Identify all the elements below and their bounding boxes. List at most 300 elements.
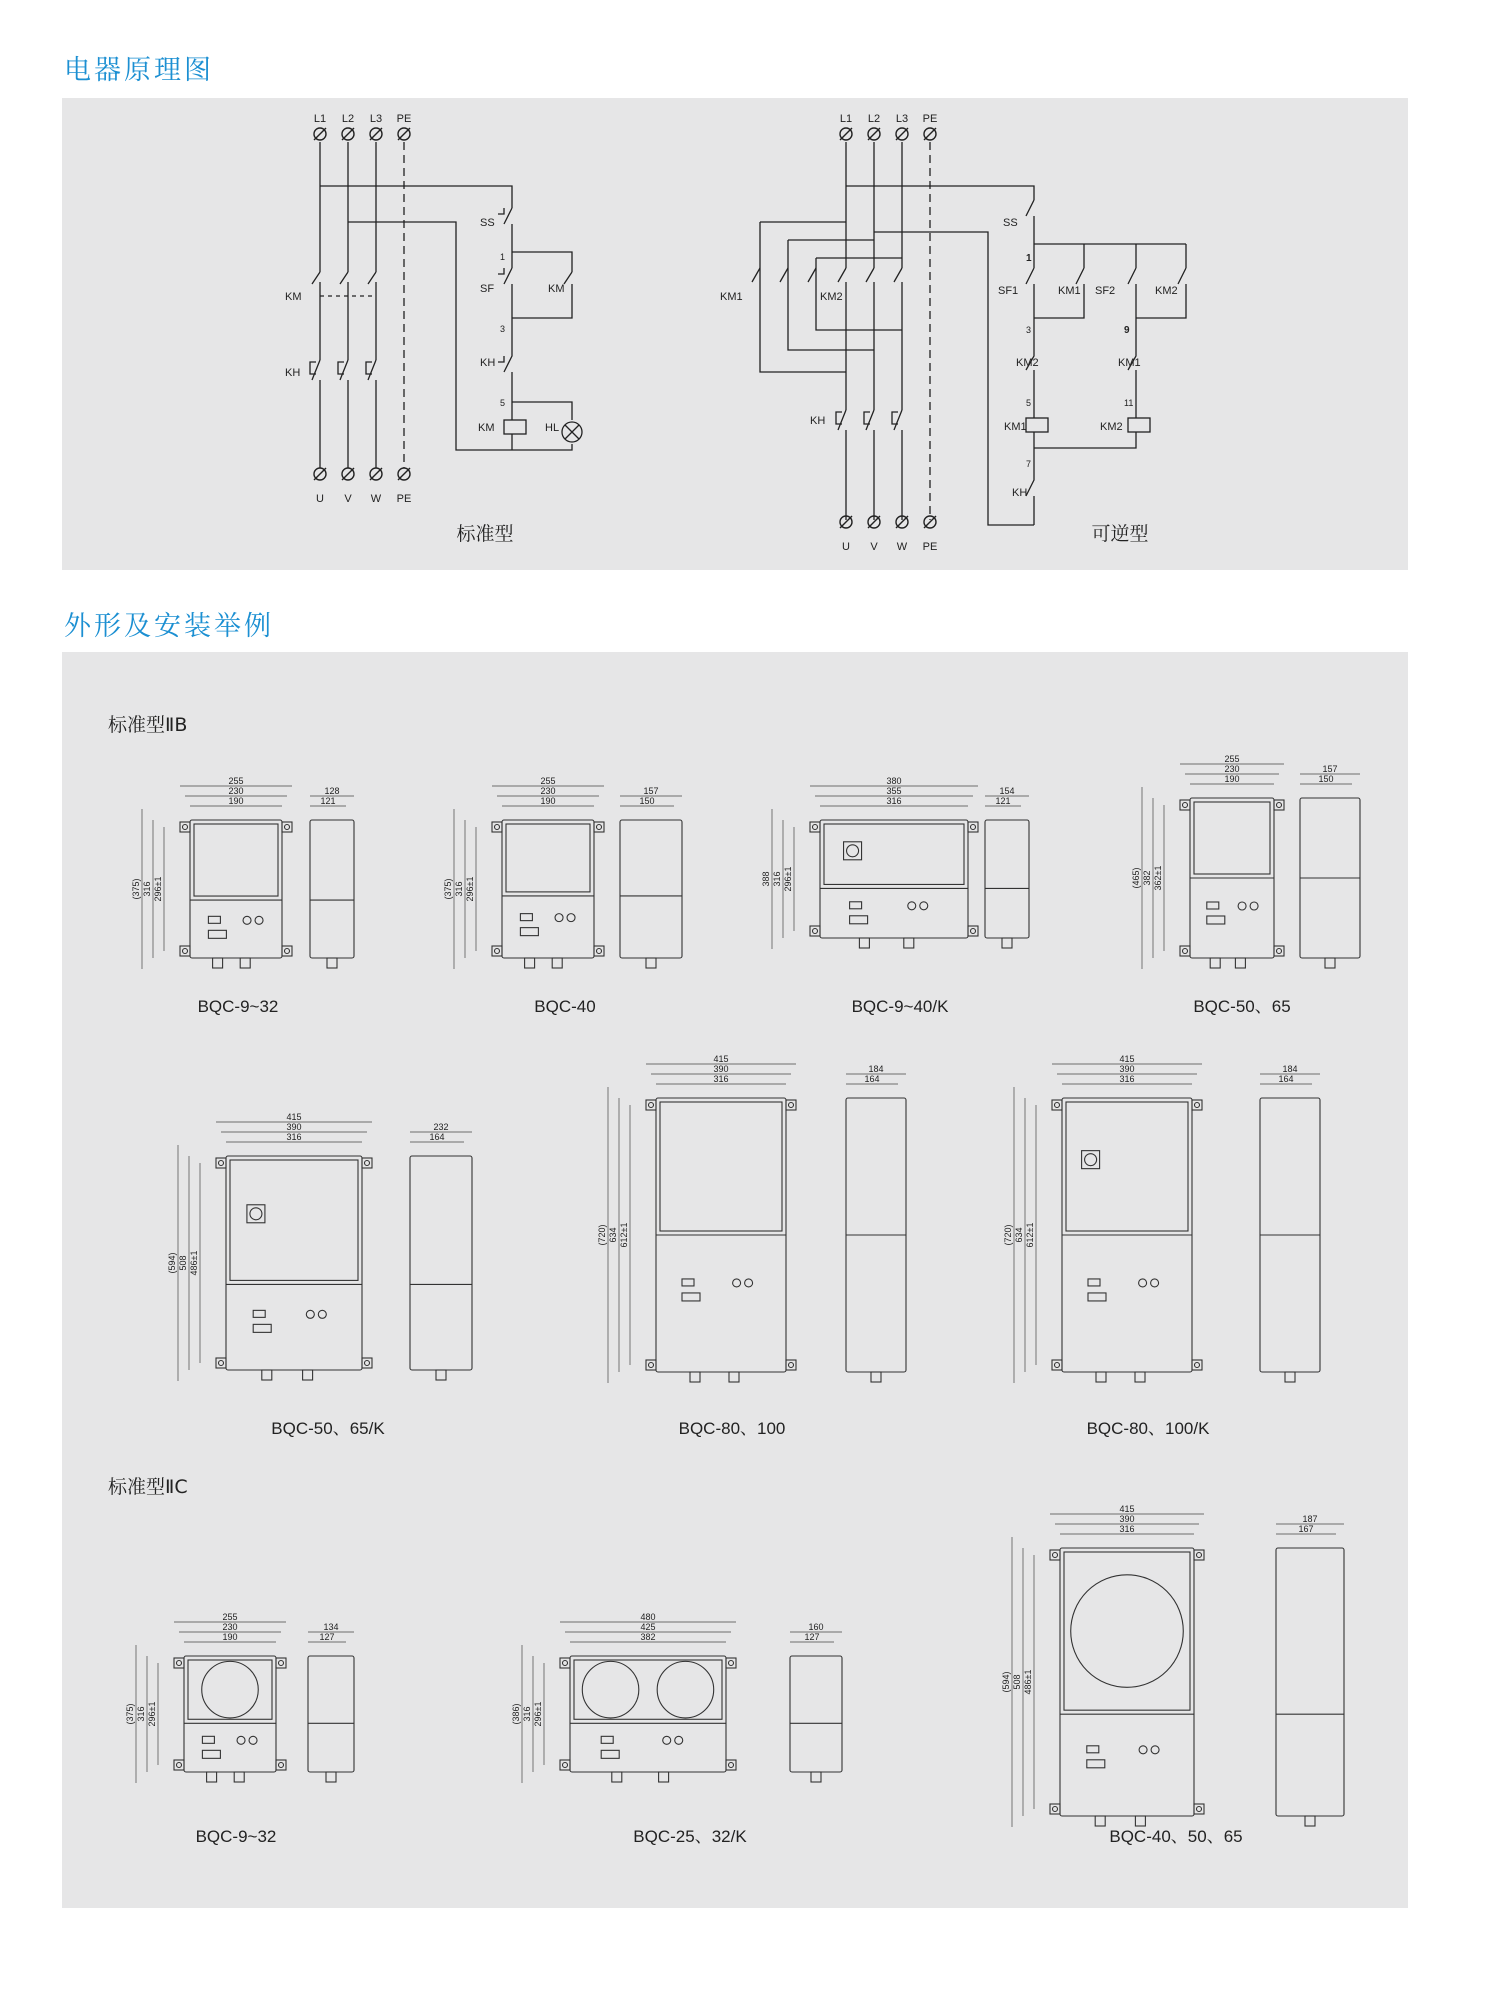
rev-node-11: 11	[1124, 398, 1134, 408]
width-dimension-1: 255	[1224, 754, 1240, 764]
rev-km1-coil-label: KM1	[1004, 421, 1027, 433]
indicator-window	[1088, 1279, 1100, 1286]
height-dimension-1: (386)	[511, 1703, 521, 1725]
schematic-panel	[62, 98, 1408, 570]
model-caption: BQC-50、65/K	[271, 1419, 385, 1438]
height-dimension-3: 362±1	[1153, 865, 1163, 891]
mounting-hole	[1277, 803, 1282, 808]
depth-dimension-1: 184	[1282, 1064, 1298, 1074]
cable-gland	[1135, 1816, 1145, 1826]
selector-knob	[1085, 1154, 1097, 1166]
front-housing	[820, 820, 968, 938]
mounting-foot	[1180, 800, 1190, 810]
front-cover-upper	[230, 1160, 358, 1280]
height-dimension-1: (375)	[125, 1703, 135, 1725]
height-dimension-2: 508	[1012, 1674, 1022, 1690]
rev-node-9: 9	[1124, 325, 1130, 336]
height-dimension-3: 296±1	[533, 1701, 543, 1727]
rev-km2-label: KM2	[820, 291, 843, 303]
side-gland	[646, 958, 656, 968]
front-cover-upper	[1064, 1552, 1190, 1710]
mounting-hole	[279, 1763, 284, 1768]
side-view	[1276, 1548, 1344, 1816]
width-dimension-2: 355	[886, 786, 902, 796]
rev-bottom-terminal-W: W	[896, 541, 908, 553]
mounting-foot	[282, 946, 292, 956]
height-dimension-2: 634	[1014, 1227, 1024, 1243]
mounting-foot	[174, 1658, 184, 1668]
depth-dimension-2: 121	[995, 796, 1011, 806]
width-dimension-2: 230	[228, 786, 244, 796]
height-dimension-2: 382	[1142, 870, 1152, 886]
width-dimension-2: 230	[222, 1622, 238, 1632]
mounting-hole	[183, 825, 188, 830]
std-top-terminal-PE: PE	[396, 113, 412, 125]
mounting-foot	[594, 946, 604, 956]
mounting-foot	[1274, 946, 1284, 956]
depth-dimension-2: 164	[429, 1132, 445, 1142]
rev-bottom-terminal-PE: PE	[922, 541, 938, 553]
push-button	[1139, 1746, 1147, 1754]
width-dimension-1: 480	[640, 1612, 656, 1622]
enclosure-drawing-6	[597, 1054, 906, 1438]
outline-panel	[62, 652, 1408, 1908]
side-gland	[327, 958, 337, 968]
height-dimension-2: 634	[608, 1227, 618, 1243]
selector-knob	[250, 1208, 262, 1220]
mounting-foot	[362, 1358, 372, 1368]
mounting-foot	[786, 1360, 796, 1370]
mounting-hole	[1195, 1363, 1200, 1368]
mounting-hole	[1053, 1553, 1058, 1558]
round-window	[1071, 1575, 1184, 1688]
mounting-foot	[726, 1760, 736, 1770]
std-kh-label: KH	[285, 367, 301, 379]
std-ss-label: SS	[480, 217, 495, 229]
front-housing	[184, 1656, 276, 1772]
mounting-hole	[1055, 1103, 1060, 1108]
enclosure-drawing-9	[511, 1612, 842, 1846]
side-gland	[871, 1372, 881, 1382]
schematic-section-title: 电器原理图	[64, 55, 214, 86]
rev-km1-label: KM1	[720, 291, 743, 303]
mounting-hole	[219, 1161, 224, 1166]
mounting-foot	[1050, 1804, 1060, 1814]
mounting-hole	[285, 825, 290, 830]
depth-dimension-1: 128	[324, 786, 340, 796]
mounting-foot	[180, 822, 190, 832]
mounting-foot	[810, 822, 820, 832]
depth-dimension-1: 134	[323, 1622, 339, 1632]
width-dimension-2: 230	[540, 786, 556, 796]
width-dimension-1: 255	[540, 776, 556, 786]
rev-km2-coil-label: KM2	[1100, 421, 1123, 433]
nameplate	[601, 1750, 619, 1758]
cable-gland	[859, 938, 869, 948]
mounting-foot	[968, 822, 978, 832]
mounting-foot	[1274, 800, 1284, 810]
push-button	[920, 902, 928, 910]
width-dimension-3: 382	[640, 1632, 656, 1642]
nameplate	[208, 930, 226, 938]
depth-dimension-2: 164	[864, 1074, 880, 1084]
std-node-3: 3	[500, 324, 506, 334]
rev-kh-label: KH	[810, 415, 826, 427]
side-gland	[1305, 1816, 1315, 1826]
depth-dimension-1: 154	[999, 786, 1015, 796]
nameplate	[202, 1750, 220, 1758]
height-dimension-2: 316	[136, 1706, 146, 1722]
mounting-hole	[1195, 1103, 1200, 1108]
std-top-terminal-L1: L1	[313, 113, 327, 125]
indicator-window	[682, 1279, 694, 1286]
push-button	[733, 1279, 741, 1287]
std-km-coil-label: KM	[478, 422, 495, 434]
width-dimension-3: 316	[886, 796, 902, 806]
mounting-hole	[495, 949, 500, 954]
depth-dimension-1: 187	[1302, 1514, 1318, 1524]
push-button	[1151, 1746, 1159, 1754]
enclosure-drawing-5	[167, 1112, 472, 1438]
rev-bottom-terminal-U: U	[842, 541, 850, 553]
rev-km2-aux-label: KM2	[1155, 285, 1178, 297]
rev-km1-interlock-label: KM1	[1118, 357, 1141, 369]
mounting-hole	[177, 1763, 182, 1768]
mounting-foot	[1194, 1550, 1204, 1560]
nameplate	[682, 1293, 700, 1301]
mounting-hole	[789, 1363, 794, 1368]
rev-sf1-label: SF1	[998, 285, 1019, 297]
side-view	[620, 820, 682, 958]
indicator-window	[253, 1310, 265, 1317]
cable-gland	[213, 958, 223, 968]
cable-gland	[303, 1370, 313, 1380]
mounting-foot	[282, 822, 292, 832]
cable-gland	[690, 1372, 700, 1382]
mounting-hole	[1055, 1363, 1060, 1368]
height-dimension-1: (720)	[597, 1224, 607, 1246]
indicator-window	[208, 916, 220, 923]
rev-top-terminal-L2: L2	[867, 113, 881, 125]
width-dimension-1: 415	[286, 1112, 302, 1122]
nameplate	[253, 1324, 271, 1332]
depth-dimension-1: 157	[643, 786, 659, 796]
width-dimension-3: 316	[1119, 1524, 1135, 1534]
mounting-foot	[594, 822, 604, 832]
cable-gland	[262, 1370, 272, 1380]
push-button	[675, 1736, 683, 1744]
mounting-hole	[563, 1763, 568, 1768]
cable-gland	[234, 1772, 244, 1782]
height-dimension-3: 486±1	[1023, 1669, 1033, 1695]
front-cover-upper	[1194, 802, 1270, 874]
push-button	[567, 914, 575, 922]
enclosure-drawing-4	[1131, 754, 1360, 1016]
mounting-foot	[492, 822, 502, 832]
height-dimension-2: 316	[522, 1706, 532, 1722]
width-dimension-3: 316	[286, 1132, 302, 1142]
mounting-foot	[174, 1760, 184, 1770]
height-dimension-1: (465)	[1131, 867, 1141, 889]
mounting-foot	[786, 1100, 796, 1110]
mounting-foot	[1192, 1100, 1202, 1110]
front-housing	[570, 1656, 726, 1772]
height-dimension-3: 486±1	[189, 1250, 199, 1276]
front-cover-upper	[188, 1660, 272, 1719]
standard-caption: 标准型	[456, 524, 514, 545]
push-button	[1139, 1279, 1147, 1287]
side-view	[790, 1656, 842, 1772]
std-kh2-label: KH	[480, 357, 496, 369]
side-view	[985, 820, 1029, 938]
height-dimension-3: 612±1	[1025, 1222, 1035, 1248]
mounting-foot	[1052, 1100, 1062, 1110]
nameplate	[850, 916, 868, 924]
mounting-hole	[813, 825, 818, 830]
cable-gland	[525, 958, 535, 968]
mounting-hole	[365, 1361, 370, 1366]
mounting-foot	[362, 1158, 372, 1168]
outline-section-title: 外形及安装举例	[64, 611, 274, 642]
mounting-foot	[1192, 1360, 1202, 1370]
width-dimension-3: 190	[222, 1632, 238, 1642]
width-dimension-1: 415	[1119, 1504, 1135, 1514]
width-dimension-3: 316	[713, 1074, 729, 1084]
side-gland	[326, 1772, 336, 1782]
mounting-hole	[789, 1103, 794, 1108]
mounting-hole	[597, 825, 602, 830]
std-node-5: 5	[500, 398, 506, 408]
mounting-hole	[729, 1661, 734, 1666]
side-gland	[436, 1370, 446, 1380]
std-bottom-terminal-U: U	[316, 493, 324, 505]
push-button	[745, 1279, 753, 1287]
std-sf-label: SF	[480, 283, 495, 295]
mounting-foot	[216, 1358, 226, 1368]
cable-gland	[904, 938, 914, 948]
height-dimension-1: (375)	[443, 878, 453, 900]
push-button	[663, 1736, 671, 1744]
mounting-hole	[971, 825, 976, 830]
mounting-hole	[1183, 949, 1188, 954]
side-view	[310, 820, 354, 958]
width-dimension-2: 390	[713, 1064, 729, 1074]
mounting-foot	[492, 946, 502, 956]
enclosure-drawing-8	[125, 1612, 354, 1846]
round-window	[657, 1661, 714, 1718]
nameplate	[1088, 1293, 1106, 1301]
enclosure-drawing-1	[131, 776, 354, 1016]
depth-dimension-2: 164	[1278, 1074, 1294, 1084]
mounting-foot	[276, 1658, 286, 1668]
model-caption: BQC-80、100	[678, 1419, 786, 1438]
mounting-foot	[1180, 946, 1190, 956]
indicator-window	[601, 1736, 613, 1743]
mounting-hole	[279, 1661, 284, 1666]
mounting-foot	[968, 926, 978, 936]
mounting-foot	[646, 1100, 656, 1110]
std-bottom-terminal-W: W	[370, 493, 382, 505]
indicator-window	[1087, 1746, 1099, 1753]
mounting-foot	[1050, 1550, 1060, 1560]
height-dimension-1: (594)	[1001, 1671, 1011, 1693]
mounting-hole	[365, 1161, 370, 1166]
front-cover-upper	[1066, 1102, 1188, 1231]
enclosure-drawing-10	[1001, 1504, 1344, 1846]
round-window	[202, 1661, 259, 1718]
indicator-window	[1207, 902, 1219, 909]
std-bottom-terminal-V: V	[344, 493, 352, 505]
push-button	[237, 1736, 245, 1744]
cable-gland	[1096, 1372, 1106, 1382]
mounting-hole	[597, 949, 602, 954]
width-dimension-2: 390	[286, 1122, 302, 1132]
std-km-label: KM	[285, 291, 302, 303]
front-housing	[502, 820, 594, 958]
width-dimension-1: 255	[228, 776, 244, 786]
height-dimension-3: 296±1	[783, 866, 793, 892]
rev-node-1: 1	[1026, 253, 1032, 264]
rev-sf2-label: SF2	[1095, 285, 1116, 297]
cable-gland	[1095, 1816, 1105, 1826]
mounting-hole	[177, 1661, 182, 1666]
depth-dimension-2: 150	[1318, 774, 1334, 784]
group-label-iic: 标准型ⅡC	[108, 1476, 188, 1498]
mounting-hole	[649, 1103, 654, 1108]
front-housing	[190, 820, 282, 958]
push-button	[1238, 902, 1246, 910]
depth-dimension-1: 160	[808, 1622, 824, 1632]
height-dimension-1: (375)	[131, 878, 141, 900]
push-button	[555, 914, 563, 922]
indicator-window	[850, 902, 862, 909]
depth-dimension-2: 150	[639, 796, 655, 806]
rev-km1-aux-label: KM1	[1058, 285, 1081, 297]
mounting-hole	[1277, 949, 1282, 954]
mounting-hole	[219, 1361, 224, 1366]
rev-km2-interlock-label: KM2	[1016, 357, 1039, 369]
nameplate	[1087, 1760, 1105, 1768]
mounting-hole	[813, 929, 818, 934]
height-dimension-2: 316	[142, 881, 152, 897]
schematic-diagram	[62, 98, 1408, 570]
nameplate	[520, 928, 538, 936]
cable-gland	[240, 958, 250, 968]
depth-dimension-1: 232	[433, 1122, 449, 1132]
height-dimension-2: 508	[178, 1255, 188, 1271]
rev-bottom-terminal-V: V	[870, 541, 878, 553]
cable-gland	[659, 1772, 669, 1782]
std-top-terminal-L2: L2	[341, 113, 355, 125]
mounting-hole	[971, 929, 976, 934]
std-node-1: 1	[500, 252, 506, 262]
height-dimension-2: 316	[772, 871, 782, 887]
rev-node-7: 7	[1026, 459, 1032, 469]
mounting-foot	[560, 1760, 570, 1770]
mounting-hole	[1197, 1553, 1202, 1558]
width-dimension-1: 415	[1119, 1054, 1135, 1064]
height-dimension-3: 296±1	[153, 876, 163, 902]
depth-dimension-1: 184	[868, 1064, 884, 1074]
std-km-aux-label: KM	[548, 283, 565, 295]
mounting-hole	[649, 1363, 654, 1368]
push-button	[255, 916, 263, 924]
side-view	[410, 1156, 472, 1370]
front-cover-upper	[574, 1660, 722, 1719]
rev-ss-label: SS	[1003, 217, 1018, 229]
depth-dimension-2: 167	[1298, 1524, 1314, 1534]
indicator-window	[520, 914, 532, 921]
side-gland	[1325, 958, 1335, 968]
cable-gland	[207, 1772, 217, 1782]
outline-drawings	[62, 652, 1408, 1908]
front-cover-upper	[506, 824, 590, 892]
width-dimension-3: 316	[1119, 1074, 1135, 1084]
mounting-foot	[646, 1360, 656, 1370]
height-dimension-2: 316	[454, 881, 464, 897]
width-dimension-2: 390	[1119, 1514, 1135, 1524]
front-cover-upper	[660, 1102, 782, 1231]
model-caption: BQC-80、100/K	[1086, 1419, 1210, 1438]
model-caption: BQC-50、65	[1193, 997, 1291, 1016]
std-hl-label: HL	[545, 422, 560, 434]
mounting-hole	[285, 949, 290, 954]
side-gland	[1285, 1372, 1295, 1382]
width-dimension-1: 415	[713, 1054, 729, 1064]
indicator-window	[202, 1736, 214, 1743]
model-caption: BQC-40	[534, 997, 596, 1016]
depth-dimension-1: 157	[1322, 764, 1338, 774]
side-view	[308, 1656, 354, 1772]
depth-dimension-2: 127	[804, 1632, 820, 1642]
height-dimension-1: (594)	[167, 1252, 177, 1274]
round-window	[582, 1661, 639, 1718]
mounting-foot	[560, 1658, 570, 1668]
width-dimension-3: 190	[1224, 774, 1240, 784]
height-dimension-3: 296±1	[465, 876, 475, 902]
cable-gland	[1135, 1372, 1145, 1382]
mounting-foot	[216, 1158, 226, 1168]
mounting-foot	[810, 926, 820, 936]
enclosure-drawing-3	[761, 776, 1029, 1016]
model-caption: BQC-9~32	[195, 1827, 277, 1846]
front-cover-upper	[824, 824, 964, 884]
nameplate	[1207, 916, 1225, 924]
push-button	[243, 916, 251, 924]
cable-gland	[729, 1372, 739, 1382]
rev-top-terminal-L3: L3	[895, 113, 909, 125]
width-dimension-3: 190	[540, 796, 556, 806]
selector-knob	[847, 845, 859, 857]
mounting-foot	[1052, 1360, 1062, 1370]
model-caption: BQC-25、32/K	[633, 1827, 747, 1846]
push-button	[1151, 1279, 1159, 1287]
push-button	[908, 902, 916, 910]
side-gland	[811, 1772, 821, 1782]
depth-dimension-2: 121	[320, 796, 336, 806]
enclosure-drawing-2	[443, 776, 682, 1016]
rev-node-5: 5	[1026, 398, 1032, 408]
height-dimension-1: 388	[761, 871, 771, 887]
reversible-caption: 可逆型	[1091, 524, 1149, 545]
model-caption: BQC-9~32	[197, 997, 279, 1016]
width-dimension-2: 230	[1224, 764, 1240, 774]
model-caption: BQC-9~40/K	[851, 997, 949, 1016]
enclosure-drawing-7	[1003, 1054, 1320, 1438]
mounting-foot	[276, 1760, 286, 1770]
front-housing	[1060, 1548, 1194, 1816]
width-dimension-2: 425	[640, 1622, 656, 1632]
